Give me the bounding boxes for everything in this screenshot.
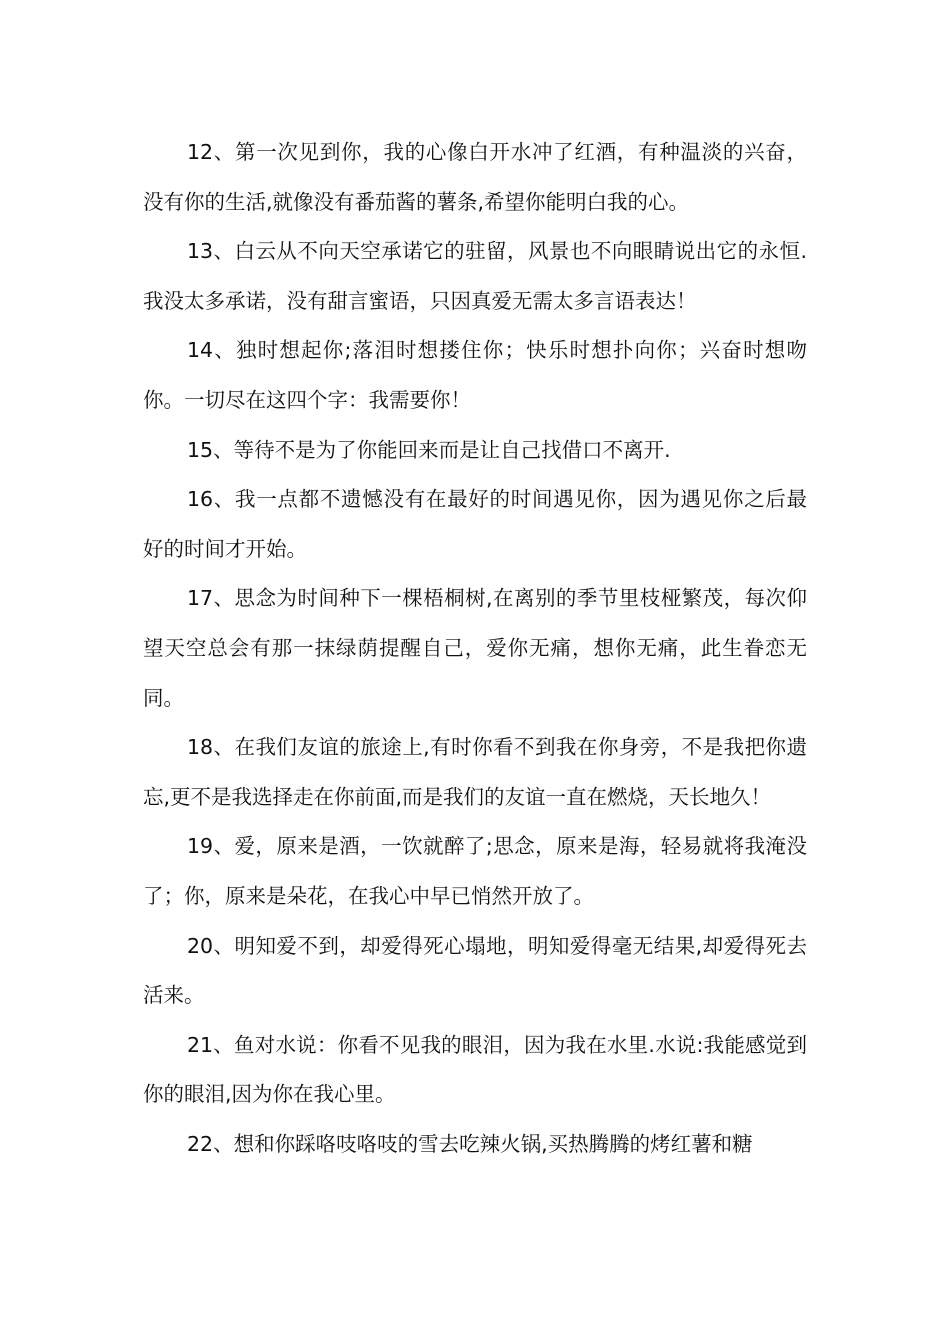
paragraph-12: 12、第一次见到你，我的心像白开水冲了红酒，有种温淡的兴奋，没有你的生活,就像没有番茄酱的薯条,希望你能明白我的心。 (143, 140, 807, 214)
document-body (143, 128, 807, 1169)
paragraph-19: 19、爱，原来是酒，一饮就醉了;思念，原来是海，轻易就将我淹没了；你，原来是朵花，在我心中早已悄然开放了。 (143, 834, 807, 908)
paragraph-18: 18、在我们友谊的旅途上,有时你看不到我在你身旁，不是我把你遗忘,更不是我选择走在你前面,而是我们的友谊一直在燃烧，天长地久！ (143, 735, 807, 809)
paragraph-13: 13、白云从不向天空承诺它的驻留，风景也不向眼睛说出它的永恒.我没太多承诺，没有甜言蜜语，只因真爱无需太多言语表达！ (143, 239, 807, 313)
paragraph-16: 16、我一点都不遗憾没有在最好的时间遇见你，因为遇见你之后最好的时间才开始。 (143, 487, 807, 561)
paragraph-22: 22、想和你踩咯吱咯吱的雪去吃辣火锅,买热腾腾的烤红薯和糖 (187, 1131, 753, 1156)
paragraph-20: 20、明知爱不到，却爱得死心塌地，明知爱得毫无结果,却爱得死去活来。 (143, 933, 807, 1008)
paragraph-17: 17、思念为时间种下一棵梧桐树,在离别的季节里枝桠繁茂，每次仰望天空总会有那一抹绿荫提醒自己，爱你无痛，想你无痛，此生眷恋无同。 (143, 586, 807, 710)
paragraph-21: 21、鱼对水说：你看不见我的眼泪，因为我在水里.水说:我能感觉到你的眼泪,因为你在我心里。 (143, 1032, 807, 1107)
paragraph-15: 15、等待不是为了你能回来而是让自己找借口不离开. (187, 437, 671, 462)
paragraph-14: 14、独时想起你;落泪时想搂住你；快乐时想扑向你；兴奋时想吻你。一切尽在这四个字：我需要你！ (143, 338, 807, 412)
